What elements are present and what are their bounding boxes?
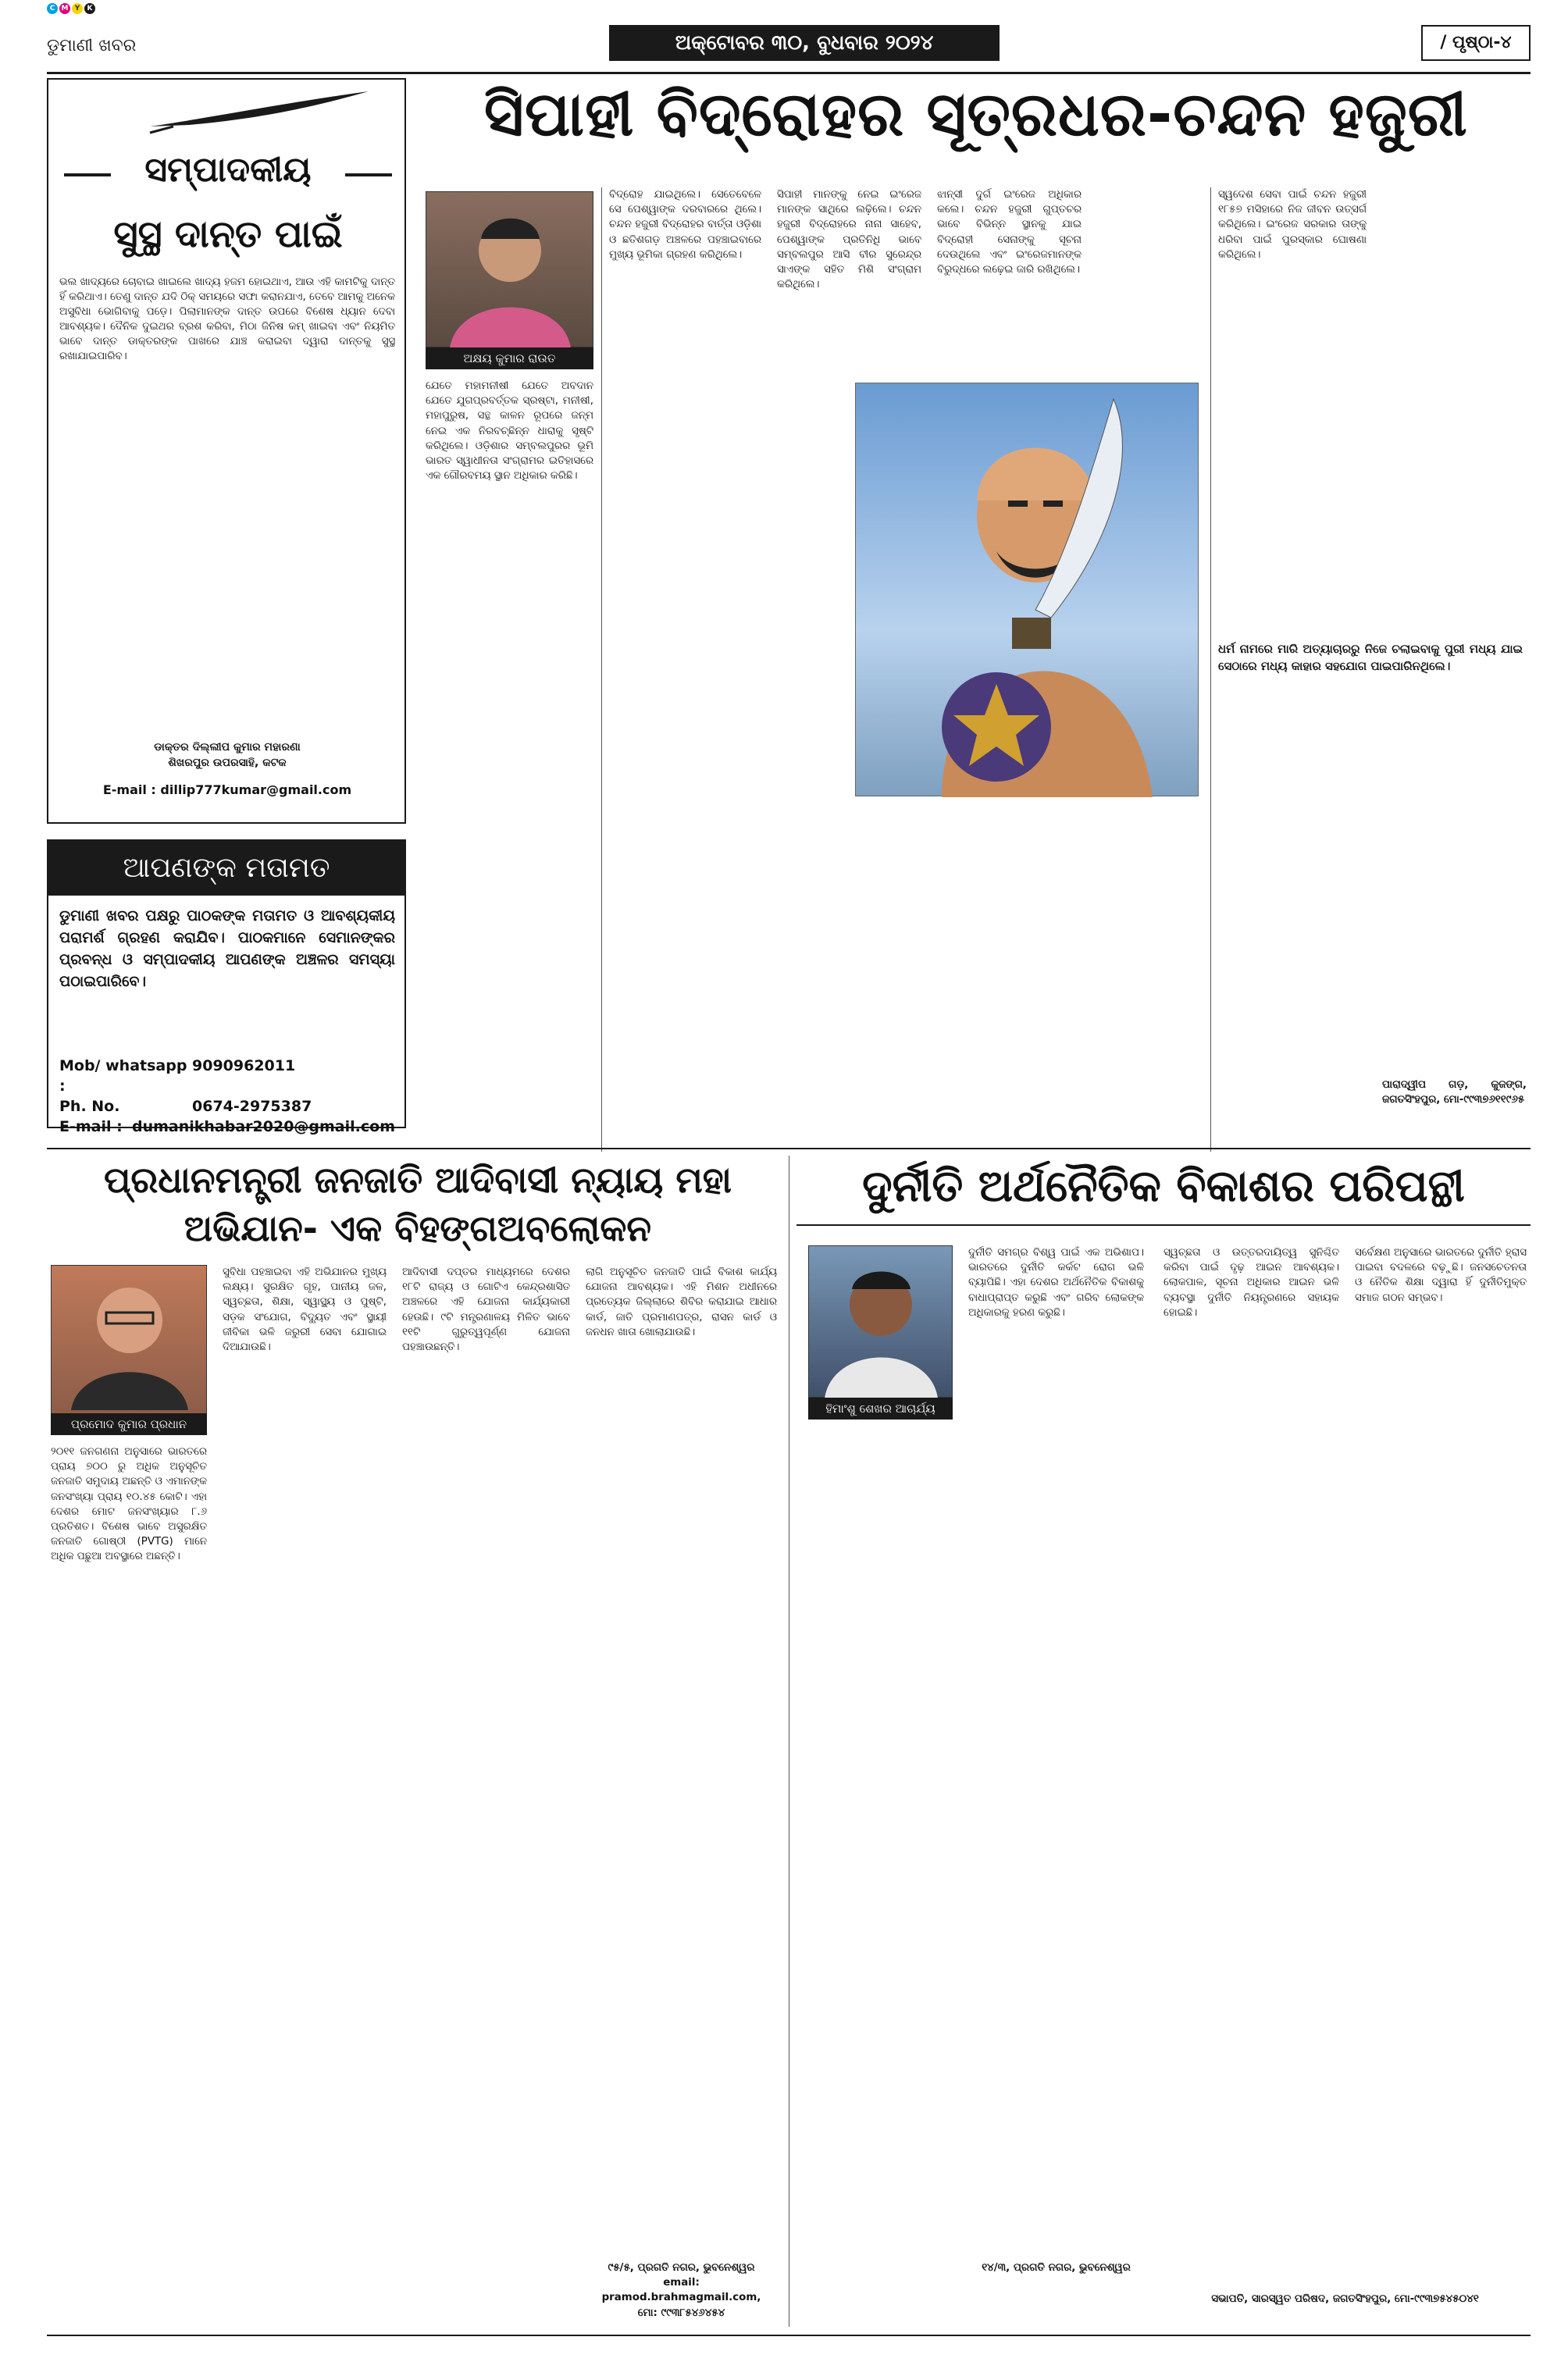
portrait-icon	[426, 192, 594, 348]
editorial-author	[59, 739, 395, 771]
opinion-body: ଡୁମାଣୀ ଖବର ପକ୍ଷରୁ ପାଠକଙ୍କ ମତାମତ ଓ ଆବଶ୍ୟକୀୟ ପରାମର୍ଶ ଗ୍ରହଣ କରାଯିବ। ପାଠକମାନେ ସେମାନଙ୍କର ପ୍ରବନ୍ଧ ଓ ସମ୍ପାଦକୀୟ ଆପଣଙ୍କ ଅଞ୍ଚଳର ସମସ୍ୟା ପଠାଇପାରିବେ।	[59, 907, 395, 990]
editorial-email[interactable]: E-mail : dillip777kumar@gmail.com	[102, 782, 352, 797]
main-column-6	[1382, 187, 1527, 625]
main-column-10	[1218, 808, 1367, 1152]
contact-value[interactable]: 9090962011	[192, 1057, 296, 1074]
section-rule	[47, 1148, 1531, 1149]
column-rule	[601, 187, 602, 1152]
main-column-3: ସିପାହୀ ମାନଙ୍କୁ ନେଇ ଇଂରେଜ ମାନଙ୍କ ସାଥିରେ ଲଢ଼ିଲେ। ଚନ୍ଦନ ହଜୁରୀ ବିଦ୍ରୋହରେ ନାନା ସାହେବ, ପେଶ୍ୱାଙ୍କ ପ୍ରତିନିଧି ଭାବେ ସମ୍ବଲପୁର ଆସି ବୀର ସୁରେନ୍ଦ୍ର ସାଏଙ୍କ ସହିତ ମିଶି ସଂଗ୍ରାମ କରିଥିଲେ।	[777, 189, 921, 291]
corruption-signoff: ସଭାପତି, ସାରସ୍ୱତ ପରିଷଦ, ଜଗତସିଂହପୁର, ମୋ-୯୯୩୭୫୪୫୦୪୧	[1211, 2293, 1479, 2305]
cyan-dot: C	[47, 3, 58, 14]
headline-rule	[796, 1224, 1531, 1226]
paper-name: ଡୁମାଣୀ ଖବର	[47, 36, 137, 55]
author-photo	[426, 191, 593, 347]
editorial-title: ସୁସ୍ଥ ଦାନ୍ତ ପାଇଁ	[113, 212, 343, 256]
main-headline: ସିପାହୀ ବିଦ୍ରୋହର ସୂତ୍ରଧର-ଚନ୍ଦନ ହଜୁରୀ	[484, 80, 1468, 150]
cmyk-marks	[47, 3, 95, 14]
main-column-2: ବିଦ୍ରୋହ ଯାଇଥିଲେ। ସେତେବେଳେ ସେ ପେଶ୍ୱାଙ୍କ ଦରବାରରେ ଥିଲେ। ଚନ୍ଦନ ହଜୁରୀ ବିଦ୍ରୋହର ବାର୍ତ୍ତା ଓଡ଼ିଶା ଓ ଛତିଶଗଡ଼ ଅଞ୍ଚଳରେ ପହଞ୍ଚାଇବାରେ ମୁଖ୍ୟ ଭୂମିକା ଗ୍ରହଣ କରିଥିଲେ।	[609, 189, 761, 261]
main-column-7	[777, 808, 921, 1152]
editorial-body: ଭଲ ଖାଦ୍ୟରେ ଚୋବାଇ ଖାଇଲେ ଖାଦ୍ୟ ହଜମ ହୋଇଥାଏ, ଆଉ ଏହି କାମଟିକୁ ଦାନ୍ତ ହିଁ କରିଥାଏ। ତେଣୁ ଦାନ୍ତ ଯଦି ଠିକ୍ ସମୟରେ ସଫା କରାନଯାଏ, ତେବେ ଆମକୁ ଅନେକ ଅସୁବିଧା ଭୋଗିବାକୁ ପଡ଼େ। ପିଲାମାନଙ୍କ ଦାନ୍ତ ଉପରେ ବିଶେଷ ଧ୍ୟାନ ଦେବା ଆବଶ୍ୟକ। ଦୈନିକ ଦୁଇଥର ବ୍ରଶ କରିବା, ମିଠା ଜିନିଷ କମ୍ ଖାଇବା ଏବଂ ନିୟମିତ ଭାବେ ଦାନ୍ତ ଡାକ୍ତରଙ୍କ ପାଖରେ ଯାଞ୍ଚ କରାଇବା ଦ୍ୱାରା ଦାନ୍ତକୁ ସୁସ୍ଥ ରଖାଯାଇପାରିବ।	[59, 276, 395, 362]
editorial-label: ସମ୍ପାଦକୀୟ	[64, 150, 392, 190]
quill-icon	[142, 87, 376, 134]
issue-date: ଅକ୍ଟୋବର ୩୦, ବୁଧବାର ୨୦୨୪	[609, 25, 1000, 61]
yellow-dot: Y	[72, 3, 83, 14]
corruption-photo-caption: ହିମାଂଶୁ ଶେଖର ଆଚାର୍ଯ୍ୟ	[808, 1398, 953, 1420]
page-number: / ପୃଷ୍ଠା-୪	[1421, 25, 1531, 61]
corruption-column-3: ସର୍ବେକ୍ଷଣ ଅନୁସାରେ ଭାରତରେ ଦୁର୍ନୀତି ହ୍ରାସ ପାଇବା ବଦଳରେ ବଢ଼ୁଛି। ଜନସଚେତନତା ଓ ନୈତିକ ଶିକ୍ଷା ଦ୍ୱାରା ହିଁ ଦୁର୍ନୀତିମୁକ୍ତ ସମାଜ ଗଠନ ସମ୍ଭବ।	[1355, 1247, 1527, 1304]
main-column-8	[937, 808, 1082, 1152]
portrait-icon	[52, 1266, 208, 1410]
author-photo-caption: ଅକ୍ଷୟ କୁମାର ରାଉତ	[426, 347, 593, 369]
contact-value[interactable]: dumanikhabar2020@gmail.com	[131, 1118, 395, 1135]
contact-label: E-mail :	[59, 1118, 123, 1135]
opinion-contacts	[59, 1056, 395, 1137]
column-rule	[1210, 187, 1211, 1152]
tribal-column-1: ୨୦୧୧ ଜନଗଣନା ଅନୁସାରେ ଭାରତରେ ପ୍ରାୟ ୭୦୦ ରୁ ଅଧିକ ଅନୁସୂଚିତ ଜନଜାତି ସମୁଦାୟ ଅଛନ୍ତି ଓ ଏମାନଙ୍କ ଜନସଂଖ୍ୟା ପ୍ରାୟ ୧୦.୪୫ କୋଟି। ଏହା ଦେଶର ମୋଟ ଜନସଂଖ୍ୟାର ୮.୬ ପ୍ରତିଶତ। ବିଶେଷ ଭାବେ ଅସୁରକ୍ଷିତ ଜନଜାତି ଗୋଷ୍ଠୀ (PVTG) ମାନେ ଅଧିକ ପଛୁଆ ଅବସ୍ଥାରେ ଅଛନ୍ତି।	[51, 1446, 207, 1563]
black-dot: K	[84, 3, 95, 14]
contact-row	[59, 1056, 395, 1096]
corruption-author-photo	[808, 1245, 953, 1398]
editorial-box	[47, 78, 406, 824]
opinion-box	[47, 839, 406, 1135]
main-column-5: ସ୍ୱଦେଶ ସେବା ପାଇଁ ଚନ୍ଦନ ହଜୁରୀ ୧୮୫୭ ମସିହାରେ ନିଜ ଜୀବନ ଉତ୍ସର୍ଗ କରିଥିଲେ। ଇଂରେଜ ସରକାର ତାଙ୍କୁ ଧରିବା ପାଇଁ ପୁରସ୍କାର ଘୋଷଣା କରିଥିଲେ।	[1218, 189, 1367, 261]
contact-row	[59, 1117, 395, 1137]
corruption-signoff-address: ୧୪/୩, ପ୍ରଗତି ନଗର, ଭୁବନେଶ୍ୱର	[982, 2262, 1131, 2274]
warrior-icon	[856, 383, 1199, 797]
tribal-author-photo	[51, 1265, 207, 1417]
main-column-1: ଯେତେ ମହାମନୀଷୀ ଯେତେ ଅବଦାନ ଯେତେ ଯୁଗପ୍ରବର୍ତ୍ତକ ସ୍ରଷ୍ଟା, ମନୀଷୀ, ମହାପୁରୁଷ, ସନ୍ଥ କାଳନ ରୂପରେ ଜନ୍ମ ନେଇ ଏକ ନିରବଚ୍ଛିନ୍ନ ଧାରାକୁ ସୃଷ୍ଟି କରିଥିଲେ। ଓଡ଼ିଶାର ସମ୍ବଲପୁରର ଭୂମି ଭାରତ ସ୍ୱାଧୀନତା ସଂଗ୍ରାମର ଇତିହାସରେ ଏକ ଗୌରବମୟ ସ୍ଥାନ ଅଧିକାର କରିଛି।	[426, 380, 593, 483]
contact-label: Ph. No.	[59, 1098, 120, 1115]
tribal-column-2: ସୁବିଧା ପହଞ୍ଚାଇବା ଏହି ଅଭିଯାନର ମୁଖ୍ୟ ଲକ୍ଷ୍ୟ। ସୁରକ୍ଷିତ ଗୃହ, ପାନୀୟ ଜଳ, ସ୍ୱଚ୍ଛତା, ଶିକ୍ଷା, ସ୍ୱାସ୍ଥ୍ୟ ଓ ପୁଷ୍ଟି, ସଡ଼କ ସଂଯୋଗ, ବିଦ୍ୟୁତ ଏବଂ ସ୍ଥାୟୀ ଜୀବିକା ଭଳି ଜରୁରୀ ସେବା ଯୋଗାଇ ଦିଆଯାଉଛି।	[223, 1266, 387, 1354]
corruption-column-2: ସ୍ୱଚ୍ଛତା ଓ ଉତ୍ତରଦାୟିତ୍ୱ ସୁନିଶ୍ଚିତ କରିବା ପାଇଁ ଦୃଢ଼ ଆଇନ ଆବଶ୍ୟକ। ଲୋକପାଳ, ସୂଚନା ଅଧିକାର ଆଇନ ଭଳି ବ୍ୟବସ୍ଥା ଦୁର୍ନୀତି ନିୟନ୍ତ୍ରଣରେ ସହାୟକ ହୋଇଛି।	[1164, 1247, 1339, 1319]
opinion-title: ଆପଣଙ୍କ ମତାମତ	[48, 841, 404, 896]
main-column-4b	[1097, 187, 1206, 375]
main-cutout: ଧର୍ମ ନାମରେ ମାରି ଅତ୍ୟାଚାରରୁ ନିଜେ ଚଲାଇବାକୁ ପୁରୀ ମଧ୍ୟ ଯାଇ ସେଠାରେ ମଧ୍ୟ କାହାର ସହଯୋଗ ପାଇପାରିନଥିଲେ।	[1218, 642, 1523, 673]
tribal-signoff-address: ୯୫/୫, ପ୍ରଗତି ନଗର, ଭୁବନେଶ୍ୱର	[608, 2262, 755, 2274]
tribal-headline: ପ୍ରଧାନମନ୍ତ୍ରୀ ଜନଜାତି ଆଦିବାସୀ ନ୍ୟାୟ ମହା ଅଭିଯାନ- ଏକ ବିହଙ୍ଗଅବଲୋକନ	[103, 1159, 732, 1249]
main-column-4: ଝାନ୍‌ସୀ ଦୁର୍ଗ ଇଂରେଜ ଅଧିକାର କଲେ। ଚନ୍ଦନ ହଜୁରୀ ଗୁପ୍ତଚର ଭାବେ ବିଭିନ୍ନ ସ୍ଥାନକୁ ଯାଇ ବିଦ୍ରୋହୀ ସେନାଙ୍କୁ ସୂଚନା ଦେଉଥିଲେ ଏବଂ ଇଂରେଜମାନଙ୍କ ବିରୁଦ୍ଧରେ ଲଢ଼େଇ ଜାରି ରଖିଥିଲେ।	[937, 189, 1082, 276]
tribal-column-4: ଲାଗି ଅନୁସୂଚିତ ଜନଜାତି ପାଇଁ ବିକାଶ କାର୍ଯ୍ୟ ଯୋଜନା ଆବଶ୍ୟକ। ଏହି ମିଶନ ଅଧୀନରେ ପ୍ରତ୍ୟେକ ଜିଲ୍ଲାରେ ଶିବିର କରାଯାଇ ଆଧାର କାର୍ଡ, ଜାତି ପ୍ରମାଣପତ୍ର, ରାସନ କାର୍ଡ ଓ ଜନଧନ ଖାତା ଖୋଲାଯାଉଛି।	[586, 1266, 777, 1338]
tribal-column-3: ଆଦିବାସୀ ଦପ୍ତର ମାଧ୍ୟମରେ ଦେଶର ୧୮ଟି ରାଜ୍ୟ ଓ ଗୋଟିଏ କେନ୍ଦ୍ରଶାସିତ ଅଞ୍ଚଳରେ ଏହି ଯୋଜନା କାର୍ଯ୍ୟକାରୀ ହେଉଛି। ୯ଟି ମନ୍ତ୍ରଣାଳୟ ମିଳିତ ଭାବେ ୧୧ଟି ଗୁରୁତ୍ୱପୂର୍ଣ୍ଣ ଯୋଜନା ପହଞ୍ଚାଉଛନ୍ତି।	[402, 1266, 570, 1354]
contact-row	[59, 1096, 395, 1117]
corruption-column-1: ଦୁର୍ନୀତି ସମଗ୍ର ବିଶ୍ୱ ପାଇଁ ଏକ ଅଭିଶାପ। ଭାରତରେ ଦୁର୍ନୀତି କର୍କଟ ରୋଗ ଭଳି ବ୍ୟାପିଛି। ଏହା ଦେଶର ଅର୍ଥନୈତିକ ବିକାଶକୁ ବାଧାପ୍ରାପ୍ତ କରୁଛି ଏବଂ ଗରିବ ଲୋକଙ୍କ ଅଧିକାରକୁ ହରଣ କରୁଛି।	[968, 1247, 1144, 1319]
author-place: ଶିଖରପୁର ଉପରସାହି, କଟକ	[168, 757, 287, 769]
page-bottom-rule	[47, 2335, 1531, 2336]
tribal-signoff	[586, 2260, 777, 2327]
contact-value[interactable]: 0674-2975387	[192, 1098, 312, 1115]
magenta-dot: M	[59, 3, 70, 14]
corruption-headline: ଦୁର୍ନୀତି ଅର୍ଥନୈତିକ ବିକାଶର ପରିପନ୍ଥୀ	[862, 1161, 1465, 1212]
tribal-signoff-email[interactable]: email: pramod.brahmagmail.com,	[601, 2277, 761, 2304]
main-signoff: ପାରାଦ୍ୱୀପ ଗଡ଼, କୁଜଙ୍ଗ, ଜଗତସିଂହପୁର, ମୋ-୯୯୩୭୬୧୧୯୬୫	[1382, 1079, 1527, 1106]
portrait-icon	[809, 1246, 953, 1398]
main-column-9	[1097, 808, 1206, 1152]
tribal-photo-caption: ପ୍ରମୋଦ କୁମାର ପ୍ରଧାନ	[51, 1413, 207, 1435]
tribal-signoff-phone: ମୋ: ୯୯୩୮୫୪୬୪୫୪	[637, 2307, 725, 2319]
warrior-illustration	[855, 383, 1199, 796]
author-name: ଡାକ୍ତର ଦିଲ୍ଲୀପ କୁମାର ମହାରଣା	[154, 741, 301, 753]
masthead	[47, 16, 1531, 72]
corruption-column-0	[808, 1429, 953, 2327]
contact-label: Mob/ whatsapp :	[59, 1057, 187, 1095]
